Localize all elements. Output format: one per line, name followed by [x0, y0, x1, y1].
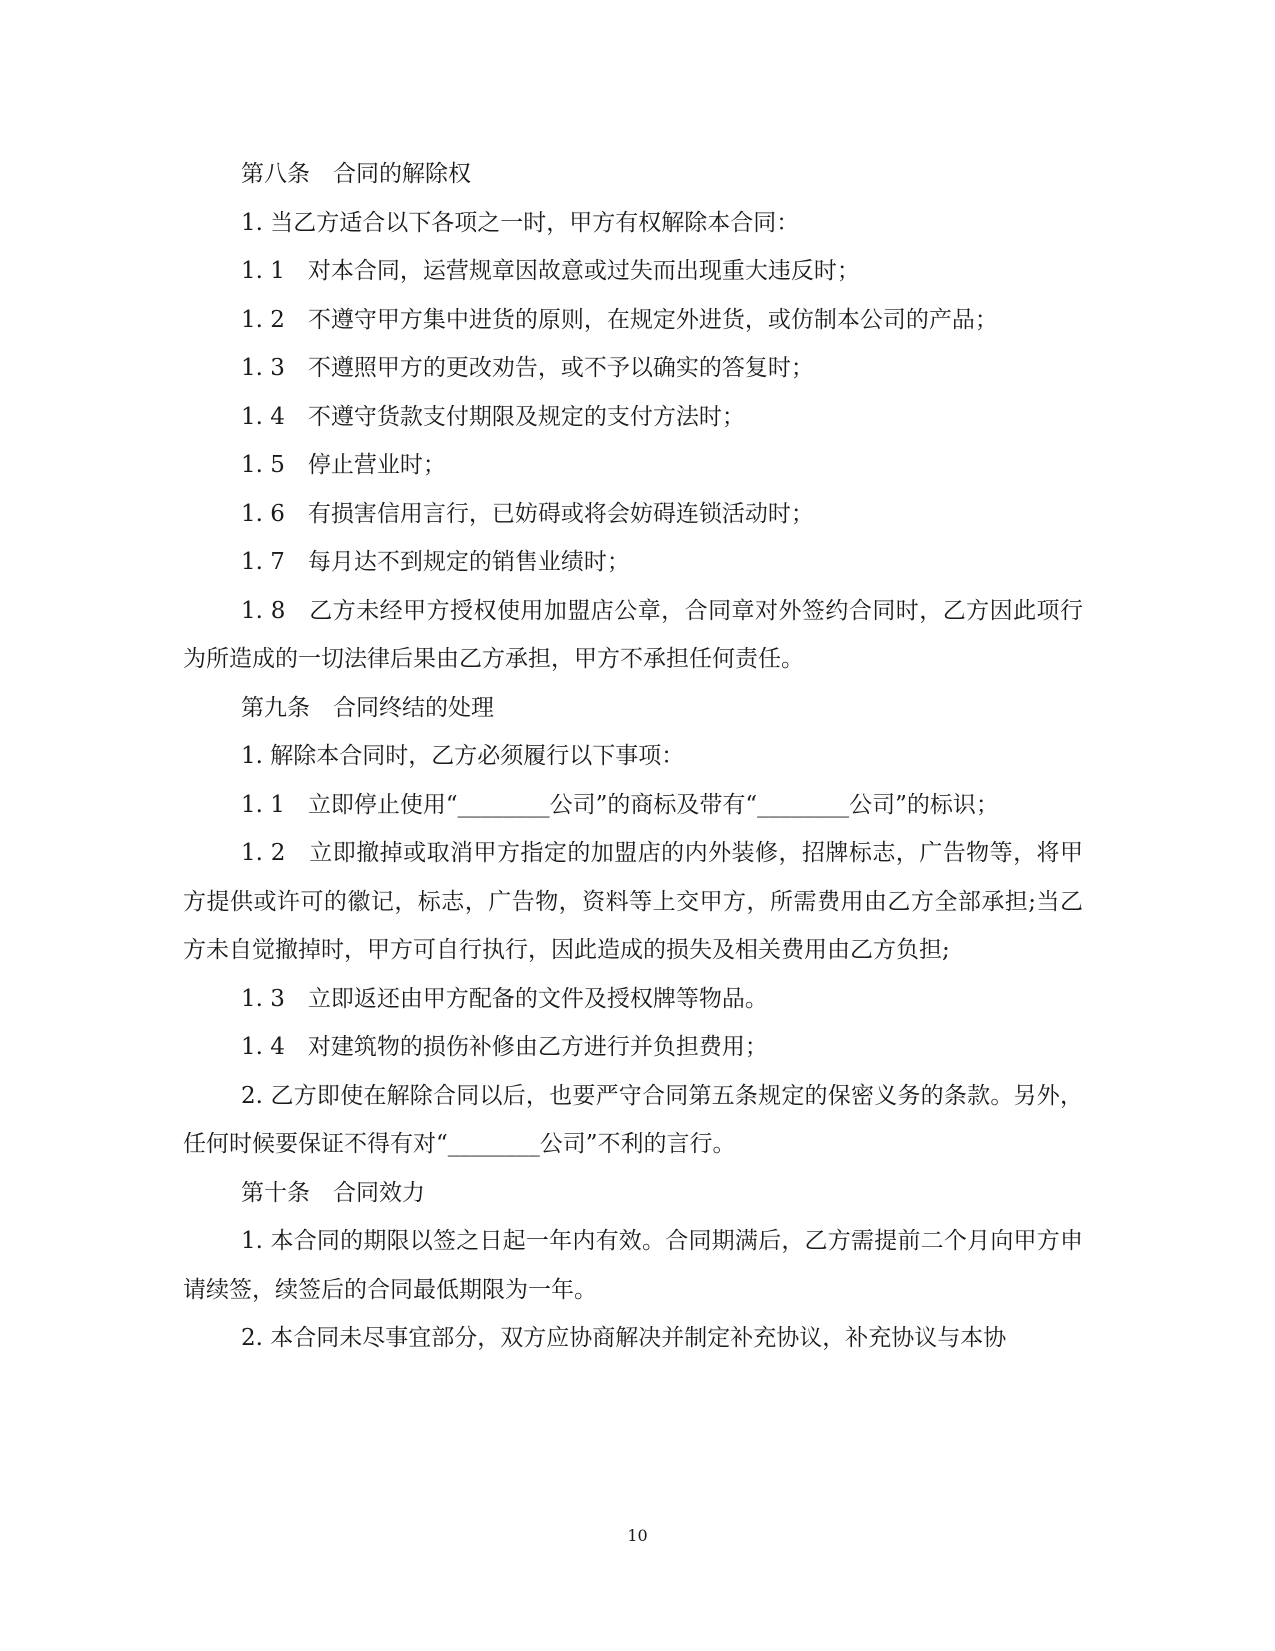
article-9-item-1-3: 1. 3 立即返还由甲方配备的文件及授权牌等物品。	[241, 985, 768, 1012]
article-9-item-1-1: 1. 1 立即停止使用“________公司”的商标及带有“________公司”的标识；	[241, 791, 999, 818]
article-8-clause-1: 1. 当乙方适合以下各项之一时，甲方有权解除本合同：	[241, 209, 800, 236]
page-number: 10	[627, 1526, 648, 1545]
article-9-item-1-4: 1. 4 对建筑物的损伤补修由乙方进行并负担费用；	[241, 1034, 768, 1060]
article-8-item-1-7: 1. 7 每月达不到规定的销售业绩时；	[241, 549, 630, 575]
article-10-heading: 第十条 合同效力	[241, 1179, 425, 1206]
article-8-item-1-2: 1. 2 不遵守甲方集中进货的原则，在规定外进货，或仿制本公司的产品；	[241, 306, 998, 333]
article-8-heading: 第八条 合同的解除权	[241, 161, 471, 187]
article-10-clause-2: 2. 本合同未尽事宜部分，双方应协商解决并制定补充协议，补充协议与本协	[241, 1325, 1007, 1351]
article-8-item-1-3: 1. 3 不遵照甲方的更改劝告，或不予以确实的答复时；	[241, 355, 814, 381]
article-9-clause-1: 1. 解除本合同时，乙方必须履行以下事项：	[241, 743, 685, 769]
article-9-item-1-2: 1. 2 立即撤掉或取消甲方指定的加盟店的内外装修，招牌标志，广告物等，将甲方提供或许可的徽记，标志，广告物，资料等上交甲方，所需费用由乙方全部承担;当乙方未自觉撤掉时，甲方可自行执行，因此造成的损失及相关费用由乙方负担;	[183, 840, 1083, 963]
article-8-item-1-8: 1. 8 乙方未经甲方授权使用加盟店公章，合同章对外签约合同时，乙方因此项行为所造成的一切法律后果由乙方承担，甲方不承担任何责任。	[183, 597, 1083, 672]
article-8-item-1-6: 1. 6 有损害信用言行，已妨碍或将会妨碍连锁活动时；	[241, 500, 814, 527]
article-8-item-1-5: 1. 5 停止营业时；	[241, 452, 446, 478]
article-10-clause-1: 1. 本合同的期限以签之日起一年内有效。合同期满后，乙方需提前二个月向甲方申请续签，续签后的合同最低期限为一年。	[183, 1228, 1083, 1303]
article-9-heading: 第九条 合同终结的处理	[241, 694, 494, 721]
article-9-clause-2: 2. 乙方即使在解除合同以后，也要严守合同第五条规定的保密义务的条款。另外，任何时候要保证不得有对“________公司”不利的言行。	[183, 1082, 1083, 1157]
article-8-item-1-4: 1. 4 不遵守货款支付期限及规定的支付方法时；	[241, 403, 745, 430]
document-body	[183, 150, 1083, 1363]
article-8-item-1-1: 1. 1 对本合同，运营规章因故意或过失而出现重大违反时；	[241, 258, 860, 284]
